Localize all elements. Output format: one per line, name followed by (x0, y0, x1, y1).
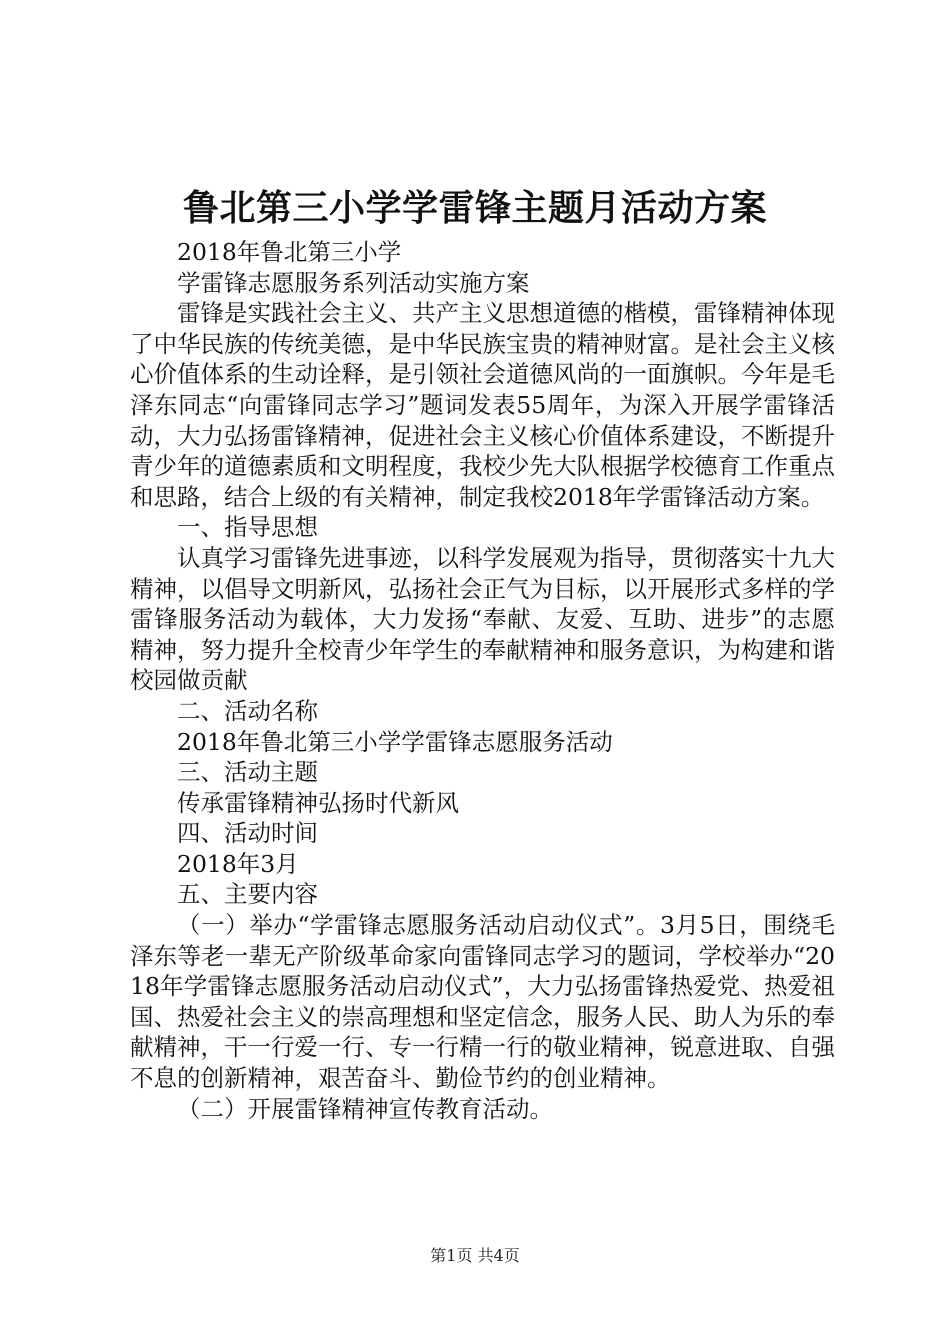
paragraph-year-school: 2018年鲁北第三小学 (177, 238, 402, 266)
page-footer: 第1页 共4页 (430, 1246, 520, 1265)
paragraph-activity-theme: 传承雷锋精神弘扬时代新风 (177, 788, 459, 817)
paragraph-content-item-2: （二）开展雷锋精神宣传教育活动。 (177, 1094, 553, 1123)
paragraph-guiding-thought: 认真学习雷锋先进事迹，以科学发展观为指导，贯彻落实十九大精神，以倡导文明新风，弘扬社会正气为目标，以开展形式多样的学雷锋服务活动为载体，大力发扬“奉献、友爱、互助、进步”的志愿精神，努力提升全校青少年学生的奉献精神和服务意识，为构建和谐校园做贡献 (130, 543, 835, 695)
section-heading-activity-theme: 三、活动主题 (177, 758, 318, 787)
paragraph-subtitle: 学雷锋志愿服务系列活动实施方案 (177, 268, 530, 297)
paragraph-intro: 雷锋是实践社会主义、共产主义思想道德的楷模，雷锋精神体现了中华民族的传统美德，是中华民族宝贵的精神财富。是社会主义核心价值体系的生动诠释，是引领社会道德风尚的一面旗帜。今年是毛泽东同志“向雷锋同志学习”题词发表55周年，为深入开展学雷锋活动，大力弘扬雷锋精神，促进社会主义核心价值体系建设，不断提升青少年的道德素质和文明程度，我校少先大队根据学校德育工作重点和思路，结合上级的有关精神，制定我校2018年学雷锋活动方案。 (130, 299, 835, 511)
section-heading-guiding-thought: 一、指导思想 (177, 513, 318, 542)
paragraph-content-item-1: （一）举办“学雷锋志愿服务活动启动仪式”。3月5日，围绕毛泽东等老一辈无产阶级革命家向雷锋同志学习的题词，学校举办“2018年学雷锋志愿服务活动启动仪式”，大力弘扬雷锋热爱党、热爱祖国、热爱社会主义的崇高理想和坚定信念，服务人民、助人为乐的奉献精神，干一行爱一行、专一行精一行的敬业精神，锐意进取、自强不息的创新精神，艰苦奋斗、勤俭节约的创业精神。 (130, 911, 835, 1093)
document-title: 鲁北第三小学学雷锋主题月活动方案 (182, 187, 767, 229)
paragraph-activity-time: 2018年3月 (177, 849, 299, 878)
section-heading-activity-name: 二、活动名称 (177, 696, 318, 725)
section-heading-main-content: 五、主要内容 (177, 880, 318, 909)
paragraph-activity-name: 2018年鲁北第三小学学雷锋志愿服务活动 (177, 727, 613, 756)
document-body (130, 237, 835, 1124)
section-heading-activity-time: 四、活动时间 (177, 819, 318, 848)
